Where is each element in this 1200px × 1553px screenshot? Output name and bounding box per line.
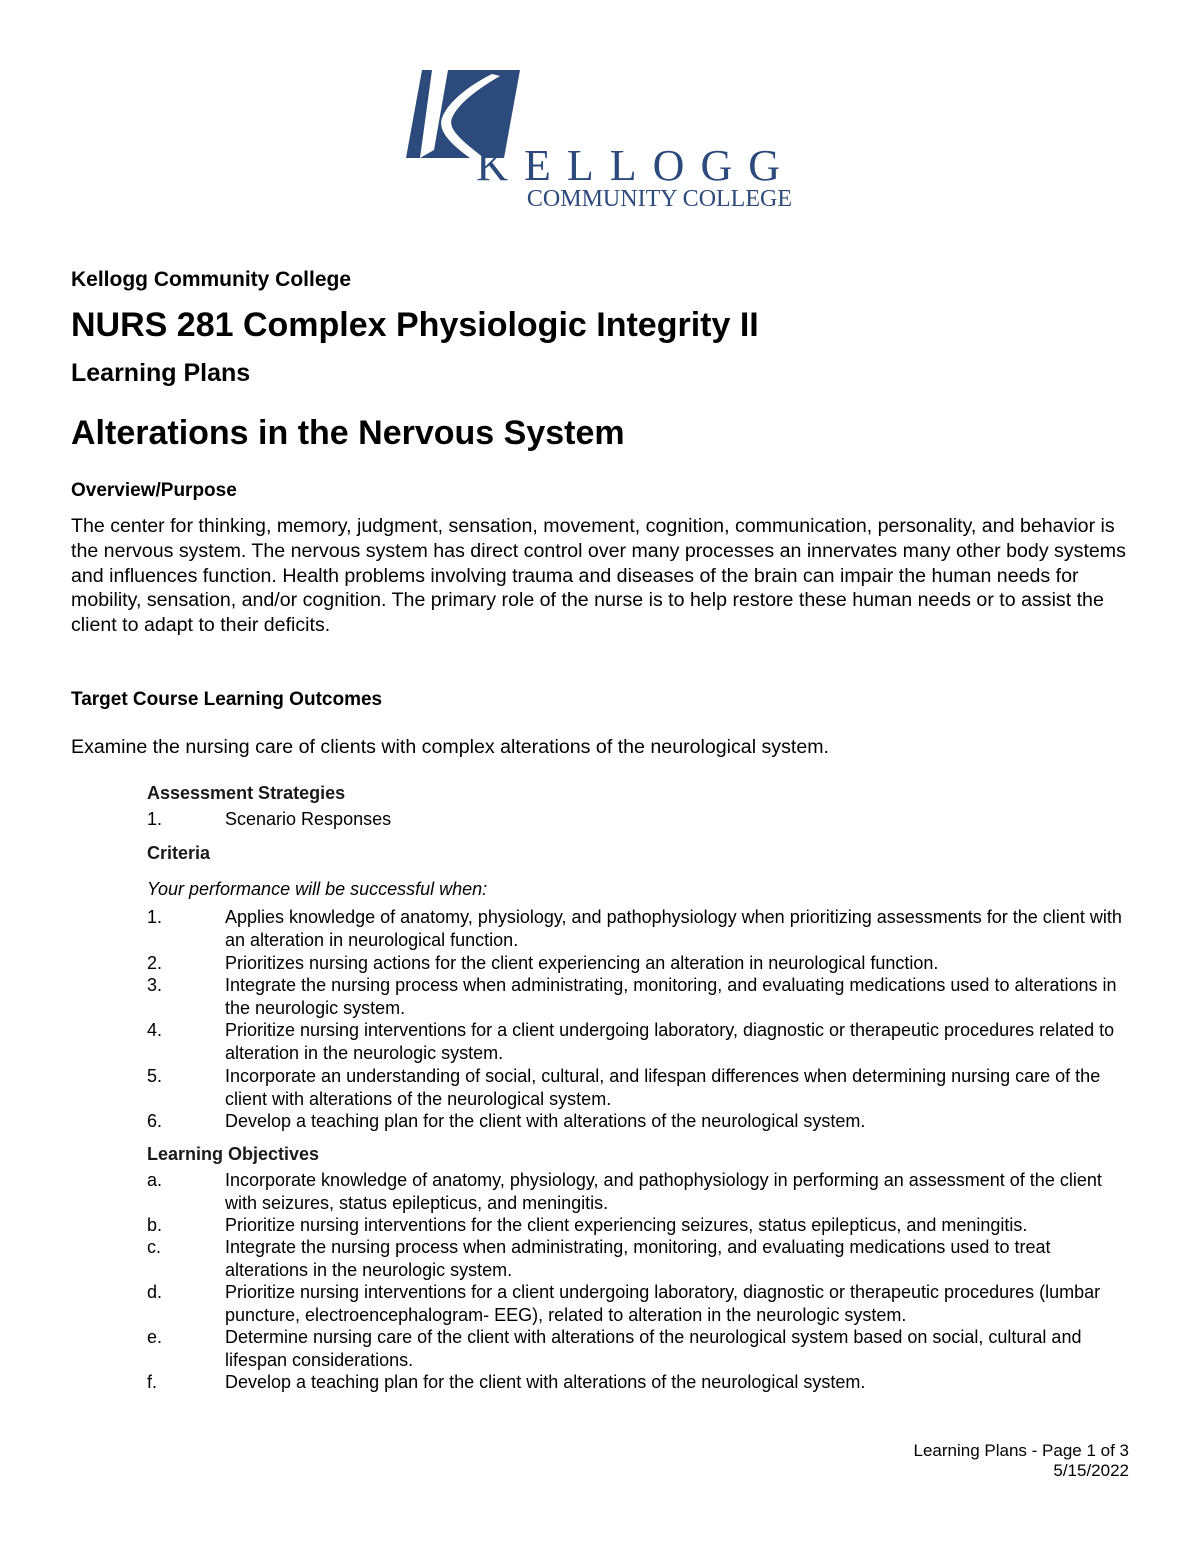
list-marker: d. xyxy=(147,1282,163,1302)
list-item-text: Integrate the nursing process when administrating, monitoring, and evaluating medications used to alterations in the neurologic system. xyxy=(225,975,1117,1018)
assessment-heading: Assessment Strategies xyxy=(147,783,346,803)
list-item-text: Prioritize nursing interventions for a client undergoing laboratory, diagnostic or therapeutic procedures (lumbar puncture, electroencephalogram- EEG), related to alteration in the neurologic system. xyxy=(225,1282,1101,1325)
list-item-text: Prioritize nursing interventions for the client experiencing seizures, status epilepticus, and meningitis. xyxy=(225,1215,1028,1235)
criteria-item xyxy=(147,906,1127,951)
list-item-text: Prioritize nursing interventions for a client undergoing laboratory, diagnostic or therapeutic procedures related to alteration in the neurologic system. xyxy=(225,1020,1115,1063)
outcomes-heading: Target Course Learning Outcomes xyxy=(71,689,383,710)
list-item-text: Develop a teaching plan for the client with alterations of the neurological system. xyxy=(225,1111,866,1131)
list-item-text: Determine nursing care of the client with alterations of the neurological system based on social, cultural and lifespan considerations. xyxy=(225,1327,1082,1370)
outcome-text: Examine the nursing care of clients with complex alterations of the neurological system. xyxy=(71,736,829,758)
overview-heading: Overview/Purpose xyxy=(71,480,237,501)
criteria-item xyxy=(147,1110,1127,1133)
criteria-item xyxy=(147,1065,1127,1110)
list-item-text: Develop a teaching plan for the client with alterations of the neurological system. xyxy=(225,1372,866,1392)
criteria-item xyxy=(147,1019,1127,1064)
list-marker: 6. xyxy=(147,1111,163,1131)
college-name: Kellogg Community College xyxy=(71,268,352,291)
unit-title: Alterations in the Nervous System xyxy=(71,414,625,452)
section-title: Learning Plans xyxy=(71,359,251,387)
objective-item xyxy=(147,1281,1127,1326)
list-marker: 1. xyxy=(147,809,163,829)
list-marker: b. xyxy=(147,1215,163,1235)
kellogg-logo xyxy=(400,66,800,212)
list-item-text: Scenario Responses xyxy=(225,809,392,829)
logo-wordmark-bottom: COMMUNITY COLLEGE xyxy=(526,186,792,212)
objective-item xyxy=(147,1214,1127,1237)
criteria-intro: Your performance will be successful when: xyxy=(147,879,488,899)
objective-item xyxy=(147,1371,1127,1394)
assessment-item xyxy=(147,808,1127,831)
list-item-text: Incorporate knowledge of anatomy, physiology, and pathophysiology in performing an assessment of the client with seizures, status epilepticus, and meningitis. xyxy=(225,1170,1102,1213)
list-item-text: Integrate the nursing process when administrating, monitoring, and evaluating medications used to treat alterations in the neurologic system. xyxy=(225,1237,1051,1280)
logo-wordmark-top: KELLOGG xyxy=(476,141,796,190)
list-item-text: Prioritizes nursing actions for the client experiencing an alteration in neurological function. xyxy=(225,953,939,973)
criteria-item xyxy=(147,952,1127,975)
objective-item xyxy=(147,1326,1127,1371)
objective-item xyxy=(147,1236,1127,1281)
list-item-text: Applies knowledge of anatomy, physiology, and pathophysiology when prioritizing assessments for the client with an alteration in neurological function. xyxy=(225,907,1122,950)
list-marker: 5. xyxy=(147,1066,163,1086)
objectives-heading: Learning Objectives xyxy=(147,1144,320,1164)
footer-date: 5/15/2022 xyxy=(1053,1461,1129,1480)
objective-item xyxy=(147,1169,1127,1214)
list-marker: c. xyxy=(147,1237,162,1257)
criteria-heading: Criteria xyxy=(147,843,211,863)
list-marker: 4. xyxy=(147,1020,163,1040)
list-marker: e. xyxy=(147,1327,163,1347)
list-marker: a. xyxy=(147,1170,163,1190)
list-marker: 3. xyxy=(147,975,163,995)
course-title: NURS 281 Complex Physiologic Integrity II xyxy=(71,306,759,344)
list-marker: 2. xyxy=(147,953,163,973)
page-number: Learning Plans - Page 1 of 3 xyxy=(913,1441,1129,1460)
list-item-text: Incorporate an understanding of social, cultural, and lifespan differences when determining nursing care of the client with alterations of the neurological system. xyxy=(225,1066,1101,1109)
overview-body: The center for thinking, memory, judgment, sensation, movement, cognition, communication, personality, and behavior is the nervous system. The nervous system has direct control over many processes an innervates many other body systems and influences function. Health problems involving trauma and diseases of the brain can impair the human needs for mobility, sensation, and/or cognition. The primary role of the nurse is to help restore these human needs or to assist the client to adapt to their deficits. xyxy=(71,515,1126,637)
list-marker: f. xyxy=(147,1372,158,1392)
page-footer xyxy=(914,1441,1129,1481)
criteria-item xyxy=(147,974,1127,1019)
list-marker: 1. xyxy=(147,907,163,927)
